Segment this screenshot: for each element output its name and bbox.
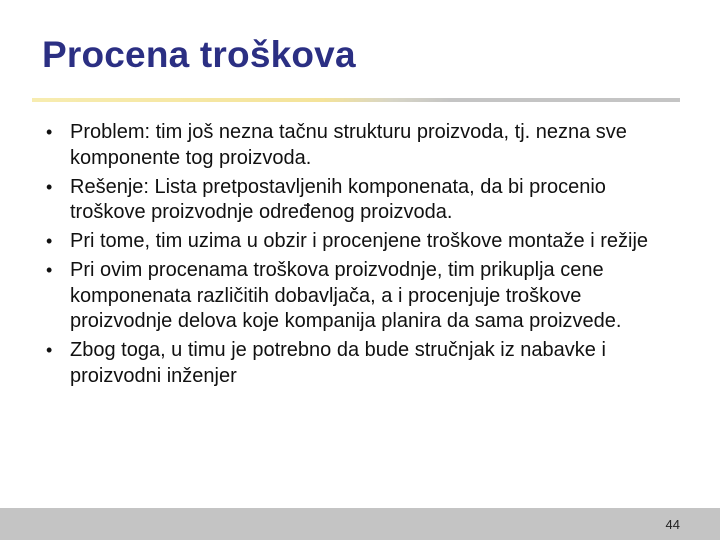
bullet-item — [46, 229, 686, 255]
bullet-text: Problem: tim još nezna tačnu strukturu proizvoda, tj. nezna sve komponente tog proizvoda. — [70, 121, 627, 169]
bullet-item — [46, 258, 686, 335]
bullet-text: Pri ovim procenama troškova proizvodnje, tim prikuplja cene komponenata različitih dobavljača, a i procenjuje troškove proizvodnje delova koje kompanija planira da sama proizvede. — [70, 259, 622, 332]
footer-bar — [0, 508, 720, 540]
bullet-dot-icon: • — [46, 122, 53, 142]
bullet-text: Pri tome, tim uzima u obzir i procenjene troškove montaže i režije — [70, 230, 649, 252]
bullet-item — [46, 120, 686, 171]
bullet-item — [46, 175, 686, 226]
title-underline-rule — [32, 98, 680, 102]
bullet-dot-icon: • — [46, 176, 53, 197]
bullet-text: Rešenje: Lista pretpostavljenih komponenata, da bi procenio troškove proizvodnje određenog proizvoda. — [70, 175, 606, 223]
slide-title: Procena troškova — [42, 34, 356, 75]
page-number: 44 — [665, 517, 680, 532]
bullet-item — [46, 338, 686, 389]
bullet-dot-icon: • — [46, 231, 53, 251]
bullet-text: Zbog toga, u timu je potrebno da bude stručnjak iz nabavke i proizvodni inženjer — [70, 339, 606, 387]
bullet-dot-icon: • — [46, 260, 53, 280]
bullet-dot-icon: • — [46, 340, 53, 360]
bullet-list — [46, 120, 686, 393]
